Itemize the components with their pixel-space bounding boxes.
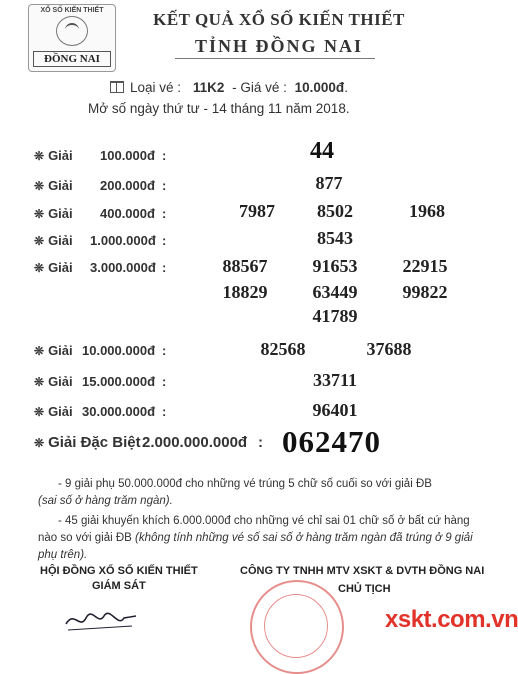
prize-number: 877 xyxy=(315,173,343,193)
book-icon xyxy=(110,81,124,93)
prize-number: 41789 xyxy=(312,306,358,326)
star-icon: ❊ xyxy=(34,234,45,248)
ticket-type-value: 11K2 xyxy=(192,80,225,95)
prize-number: 44 xyxy=(310,138,334,164)
prize-amount: 1.000.000đ xyxy=(90,233,156,248)
note-consolation xyxy=(38,476,478,510)
star-icon: ❊ xyxy=(34,405,45,419)
prize-number: 37688 xyxy=(366,339,412,359)
draw-date: Mở số ngày thứ tư - 14 tháng 11 năm 2018. xyxy=(88,101,350,116)
left-signatory-role: GIÁM SÁT xyxy=(92,580,146,592)
page-subtitle: TỈNH ĐỒNG NAI xyxy=(194,36,363,56)
star-icon: ❊ xyxy=(34,375,45,389)
prize-amount: 100.000đ xyxy=(100,148,155,163)
star-icon: ❊ xyxy=(34,179,45,193)
logo-top-text: XỔ SỐ KIẾN THIẾT xyxy=(40,7,104,14)
ticket-price-suffix: . xyxy=(344,80,348,95)
prize-row-label: ❊ Giải xyxy=(34,374,73,389)
prize-colon: : xyxy=(162,404,167,419)
prize-number: 7987 xyxy=(239,201,275,221)
special-prize-colon: : xyxy=(258,434,263,451)
prize-amount: 3.000.000đ xyxy=(90,260,156,275)
prize-row-label: ❊ Giải xyxy=(34,206,73,221)
company-stamp xyxy=(250,580,344,674)
prize-number: 91653 xyxy=(312,256,358,276)
prize-row-label: ❊ Giải xyxy=(34,178,73,193)
prize-number: 22915 xyxy=(402,256,448,276)
prize-row-label: ❊ Giải xyxy=(34,260,73,275)
star-icon: ❊ xyxy=(34,436,45,450)
note-encouragement-italic: (không tính những vé số sai số ở hàng trăm ngàn đã trúng ở 9 giải phụ trên). xyxy=(38,532,473,561)
prize-colon: : xyxy=(162,206,167,221)
prize-colon: : xyxy=(162,233,167,248)
prize-colon: : xyxy=(162,374,167,389)
prize-number: 8502 xyxy=(317,201,353,221)
page-title: KẾT QUẢ XỔ SỐ KIẾN THIẾT xyxy=(153,10,405,29)
prize-colon: : xyxy=(162,260,167,275)
star-icon: ❊ xyxy=(34,207,45,221)
watermark: xskt.com.vn xyxy=(385,606,518,633)
stamp-inner-ring xyxy=(264,594,328,658)
prize-amount: 400.000đ xyxy=(100,206,155,221)
ticket-type-label: Loại vé : xyxy=(130,80,182,95)
prize-number: 82568 xyxy=(260,339,306,359)
prize-colon: : xyxy=(162,343,167,358)
prize-amount: 15.000.000đ xyxy=(82,374,156,389)
prize-colon: : xyxy=(162,178,167,193)
prize-row-label: ❊ Giải xyxy=(34,148,73,163)
subtitle-underline xyxy=(175,58,375,59)
note-consolation-text: - 9 giải phụ 50.000.000đ cho những vé trúng 5 chữ số cuối so với giải ĐB xyxy=(58,478,432,490)
prize-amount: 10.000.000đ xyxy=(82,343,156,358)
note-encouragement-text: - 45 giải khuyến khích 6.000.000đ cho những vé chỉ sai 01 chữ số ở bất cứ hàng nào so với giải ĐB xyxy=(38,515,470,544)
special-prize-label: ❊ Giải Đặc Biệt xyxy=(34,434,141,451)
note-consolation-italic: (sai số ở hàng trăm ngàn). xyxy=(38,495,173,507)
prize-amount: 200.000đ xyxy=(100,178,155,193)
prize-colon: : xyxy=(162,148,167,163)
prize-number: 88567 xyxy=(222,256,268,276)
ticket-price-value: 10.000đ xyxy=(294,80,345,95)
handwritten-signature xyxy=(62,604,142,634)
logo-emblem-icon xyxy=(56,16,88,46)
prize-number: 63449 xyxy=(312,282,358,302)
star-icon: ❊ xyxy=(34,344,45,358)
prize-number: 33711 xyxy=(312,370,357,390)
note-encouragement xyxy=(38,513,478,564)
ticket-info xyxy=(110,80,348,95)
special-prize-number: 062470 xyxy=(282,424,381,459)
prize-row-label: ❊ Giải xyxy=(34,233,73,248)
prize-number: 96401 xyxy=(312,400,358,420)
prize-number: 8543 xyxy=(317,228,353,248)
prize-number: 18829 xyxy=(222,282,268,302)
star-icon: ❊ xyxy=(34,149,45,163)
special-prize-amount: 2.000.000.000đ xyxy=(142,434,248,451)
right-signatory-role: CHỦ TỊCH xyxy=(338,583,391,595)
star-icon: ❊ xyxy=(34,261,45,275)
prize-row-label: ❊ Giải xyxy=(34,343,73,358)
logo-place-text: ĐỒNG NAI xyxy=(33,51,111,67)
prize-number: 99822 xyxy=(402,282,448,302)
prize-amount: 30.000.000đ xyxy=(82,404,156,419)
prize-number: 1968 xyxy=(409,201,445,221)
left-signatory-org: HỘI ĐỒNG XỔ SỐ KIẾN THIẾT xyxy=(40,565,198,577)
right-signatory-org: CÔNG TY TNHH MTV XSKT & DVTH ĐỒNG NAI xyxy=(240,565,485,577)
lottery-logo xyxy=(28,4,116,72)
prize-row-label: ❊ Giải xyxy=(34,404,73,419)
ticket-price-label: - Giá vé : xyxy=(232,80,287,95)
